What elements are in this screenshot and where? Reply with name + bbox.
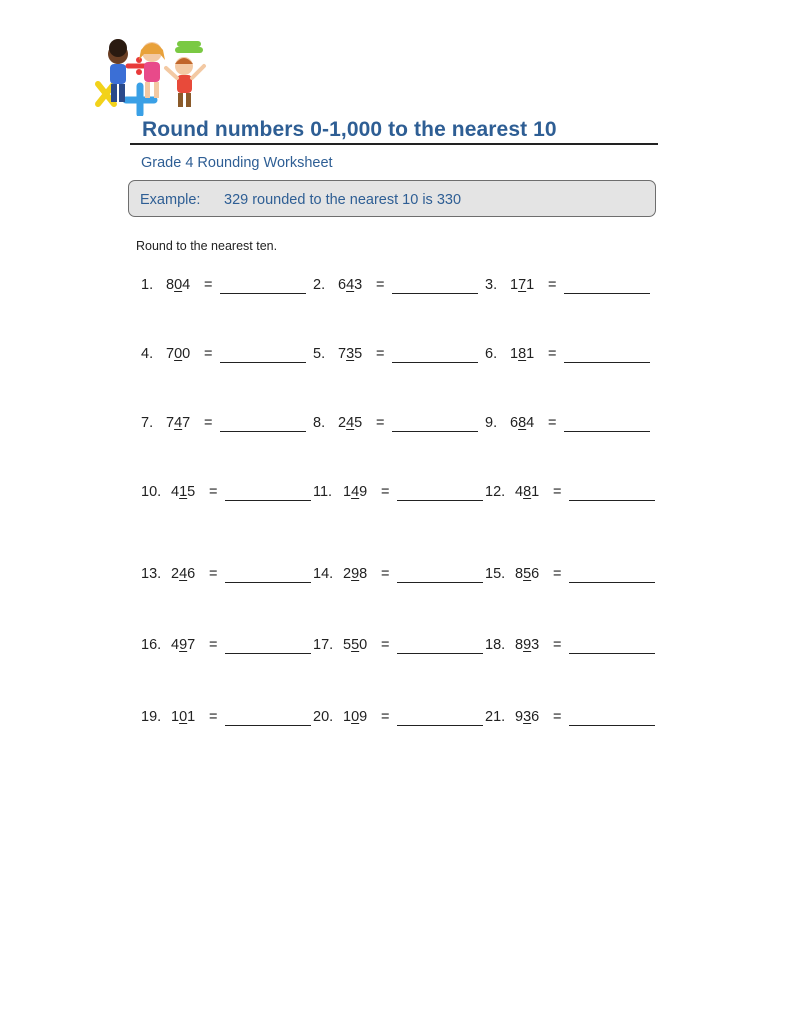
problem-item bbox=[313, 709, 488, 731]
answer-blank[interactable] bbox=[564, 293, 650, 294]
problem-value bbox=[515, 566, 539, 582]
problem-number: 20. bbox=[313, 709, 334, 725]
underlined-tens-digit: 8 bbox=[518, 346, 527, 362]
problem-value bbox=[171, 637, 195, 653]
problem-number: 6. bbox=[485, 346, 498, 362]
digit: 2 bbox=[338, 415, 347, 431]
digit: 2 bbox=[171, 566, 180, 582]
digit: 4 bbox=[526, 415, 535, 431]
problem-value bbox=[171, 709, 195, 725]
digit: 5 bbox=[187, 484, 196, 500]
digit: 9 bbox=[515, 709, 524, 725]
digit: 3 bbox=[354, 277, 363, 293]
problem-value bbox=[171, 484, 195, 500]
problem-number: 15. bbox=[485, 566, 506, 582]
underlined-tens-digit: 4 bbox=[346, 277, 355, 293]
answer-blank[interactable] bbox=[397, 653, 483, 654]
digit: 7 bbox=[182, 415, 191, 431]
problem-number: 4. bbox=[141, 346, 154, 362]
digit: 6 bbox=[187, 566, 196, 582]
equals-sign: = bbox=[204, 415, 213, 431]
problem-item bbox=[313, 484, 488, 506]
equals-sign: = bbox=[548, 346, 557, 362]
problem-item bbox=[313, 277, 488, 299]
problem-value bbox=[343, 709, 367, 725]
underlined-tens-digit: 0 bbox=[179, 709, 188, 725]
problem-number: 7. bbox=[141, 415, 154, 431]
underlined-tens-digit: 4 bbox=[351, 484, 360, 500]
answer-blank[interactable] bbox=[564, 431, 650, 432]
digit: 4 bbox=[182, 277, 191, 293]
equals-sign: = bbox=[209, 709, 218, 725]
problem-item bbox=[141, 277, 316, 299]
problem-value bbox=[515, 637, 539, 653]
equals-sign: = bbox=[553, 484, 562, 500]
equals-sign: = bbox=[209, 566, 218, 582]
instruction-text: Round to the nearest ten. bbox=[136, 239, 278, 253]
problem-number: 19. bbox=[141, 709, 162, 725]
problem-item bbox=[313, 566, 488, 588]
problem-number: 21. bbox=[485, 709, 506, 725]
answer-blank[interactable] bbox=[225, 653, 311, 654]
digit: 1 bbox=[510, 277, 519, 293]
underlined-tens-digit: 0 bbox=[174, 277, 183, 293]
digit: 8 bbox=[515, 566, 524, 582]
example-text: 329 rounded to the nearest 10 is 330 bbox=[224, 192, 462, 208]
problem-item bbox=[485, 277, 660, 299]
problem-number: 9. bbox=[485, 415, 498, 431]
problem-value bbox=[515, 484, 539, 500]
digit: 6 bbox=[338, 277, 347, 293]
answer-blank[interactable] bbox=[220, 293, 306, 294]
problem-number: 14. bbox=[313, 566, 334, 582]
equals-sign: = bbox=[548, 277, 557, 293]
problem-value bbox=[166, 346, 190, 362]
digit: 0 bbox=[182, 346, 191, 362]
digit: 4 bbox=[515, 484, 524, 500]
answer-blank[interactable] bbox=[220, 431, 306, 432]
equals-sign: = bbox=[381, 484, 390, 500]
digit: 8 bbox=[166, 277, 175, 293]
digit: 5 bbox=[354, 415, 363, 431]
digit: 5 bbox=[354, 346, 363, 362]
equals-sign: = bbox=[204, 346, 213, 362]
problem-item bbox=[485, 346, 660, 368]
digit: 1 bbox=[171, 709, 180, 725]
problem-item bbox=[485, 415, 660, 437]
answer-blank[interactable] bbox=[392, 431, 478, 432]
problem-value bbox=[338, 277, 362, 293]
digit: 6 bbox=[510, 415, 519, 431]
equals-sign: = bbox=[204, 277, 213, 293]
answer-blank[interactable] bbox=[397, 582, 483, 583]
example-label: Example: bbox=[140, 192, 201, 208]
problem-item bbox=[141, 566, 316, 588]
problem-item bbox=[141, 484, 316, 506]
digit: 7 bbox=[166, 415, 175, 431]
underlined-tens-digit: 5 bbox=[351, 637, 360, 653]
problem-item bbox=[485, 709, 660, 731]
problem-value bbox=[343, 637, 367, 653]
problem-item bbox=[485, 637, 660, 659]
example-box bbox=[128, 180, 656, 217]
digit: 6 bbox=[531, 709, 540, 725]
problem-number: 17. bbox=[313, 637, 334, 653]
underlined-tens-digit: 7 bbox=[518, 277, 527, 293]
answer-blank[interactable] bbox=[225, 582, 311, 583]
digit: 7 bbox=[187, 637, 196, 653]
equals-sign: = bbox=[553, 637, 562, 653]
digit: 1 bbox=[510, 346, 519, 362]
digit: 0 bbox=[359, 637, 368, 653]
problem-item bbox=[313, 637, 488, 659]
equals-sign: = bbox=[381, 566, 390, 582]
answer-blank[interactable] bbox=[569, 582, 655, 583]
problem-item bbox=[313, 346, 488, 368]
underlined-tens-digit: 9 bbox=[179, 637, 188, 653]
answer-blank[interactable] bbox=[225, 500, 311, 501]
equals-sign: = bbox=[209, 484, 218, 500]
problem-number: 3. bbox=[485, 277, 498, 293]
problem-number: 11. bbox=[313, 484, 333, 500]
equals-sign: = bbox=[376, 346, 385, 362]
underlined-tens-digit: 4 bbox=[174, 415, 183, 431]
problem-value bbox=[166, 277, 190, 293]
answer-blank[interactable] bbox=[569, 725, 655, 726]
equals-sign: = bbox=[548, 415, 557, 431]
digit: 8 bbox=[359, 566, 368, 582]
problem-value bbox=[510, 346, 534, 362]
problem-item bbox=[141, 346, 316, 368]
problem-value bbox=[171, 566, 195, 582]
answer-blank[interactable] bbox=[392, 293, 478, 294]
underlined-tens-digit: 9 bbox=[351, 566, 360, 582]
equals-sign: = bbox=[381, 709, 390, 725]
answer-blank[interactable] bbox=[397, 725, 483, 726]
digit: 3 bbox=[531, 637, 540, 653]
problem-item bbox=[141, 415, 316, 437]
problem-number: 16. bbox=[141, 637, 162, 653]
underlined-tens-digit: 1 bbox=[179, 484, 188, 500]
digit: 1 bbox=[526, 277, 535, 293]
underlined-tens-digit: 8 bbox=[523, 484, 532, 500]
answer-blank[interactable] bbox=[569, 500, 655, 501]
problem-number: 1. bbox=[141, 277, 154, 293]
title-underline-divider bbox=[130, 143, 658, 145]
digit: 2 bbox=[343, 566, 352, 582]
problem-item bbox=[141, 637, 316, 659]
digit: 7 bbox=[166, 346, 175, 362]
underlined-tens-digit: 5 bbox=[523, 566, 532, 582]
problem-value bbox=[515, 709, 539, 725]
equals-sign: = bbox=[376, 277, 385, 293]
answer-blank[interactable] bbox=[220, 362, 306, 363]
underlined-tens-digit: 3 bbox=[523, 709, 532, 725]
problem-number: 10. bbox=[141, 484, 162, 500]
digit: 5 bbox=[343, 637, 352, 653]
problem-value bbox=[338, 346, 362, 362]
answer-blank[interactable] bbox=[569, 653, 655, 654]
equals-sign: = bbox=[209, 637, 218, 653]
problem-value bbox=[343, 566, 367, 582]
digit: 6 bbox=[531, 566, 540, 582]
underlined-tens-digit: 0 bbox=[351, 709, 360, 725]
digit: 7 bbox=[338, 346, 347, 362]
answer-blank[interactable] bbox=[564, 362, 650, 363]
digit: 4 bbox=[171, 484, 180, 500]
equals-sign: = bbox=[553, 709, 562, 725]
problem-number: 8. bbox=[313, 415, 326, 431]
digit: 8 bbox=[515, 637, 524, 653]
problem-number: 13. bbox=[141, 566, 162, 582]
digit: 9 bbox=[359, 709, 368, 725]
problem-item bbox=[141, 709, 316, 731]
digit: 1 bbox=[526, 346, 535, 362]
answer-blank[interactable] bbox=[397, 500, 483, 501]
digit: 1 bbox=[531, 484, 540, 500]
digit: 1 bbox=[343, 709, 352, 725]
kids-math-logo-icon bbox=[92, 36, 214, 116]
problem-value bbox=[510, 277, 534, 293]
problem-value bbox=[166, 415, 190, 431]
underlined-tens-digit: 3 bbox=[346, 346, 355, 362]
problem-value bbox=[343, 484, 367, 500]
worksheet-subtitle: Grade 4 Rounding Worksheet bbox=[141, 155, 333, 171]
underlined-tens-digit: 4 bbox=[346, 415, 355, 431]
problem-number: 5. bbox=[313, 346, 326, 362]
underlined-tens-digit: 4 bbox=[179, 566, 188, 582]
problem-item bbox=[485, 484, 660, 506]
equals-sign: = bbox=[376, 415, 385, 431]
problem-value bbox=[338, 415, 362, 431]
page-title: Round numbers 0-1,000 to the nearest 10 bbox=[142, 118, 557, 141]
problem-number: 18. bbox=[485, 637, 506, 653]
equals-sign: = bbox=[381, 637, 390, 653]
underlined-tens-digit: 8 bbox=[518, 415, 527, 431]
equals-sign: = bbox=[553, 566, 562, 582]
answer-blank[interactable] bbox=[392, 362, 478, 363]
answer-blank[interactable] bbox=[225, 725, 311, 726]
problem-value bbox=[510, 415, 534, 431]
underlined-tens-digit: 0 bbox=[174, 346, 183, 362]
problem-number: 12. bbox=[485, 484, 506, 500]
problem-number: 2. bbox=[313, 277, 326, 293]
underlined-tens-digit: 9 bbox=[523, 637, 532, 653]
problem-item bbox=[313, 415, 488, 437]
digit: 1 bbox=[187, 709, 196, 725]
problem-item bbox=[485, 566, 660, 588]
digit: 4 bbox=[171, 637, 180, 653]
digit: 1 bbox=[343, 484, 352, 500]
digit: 9 bbox=[359, 484, 368, 500]
